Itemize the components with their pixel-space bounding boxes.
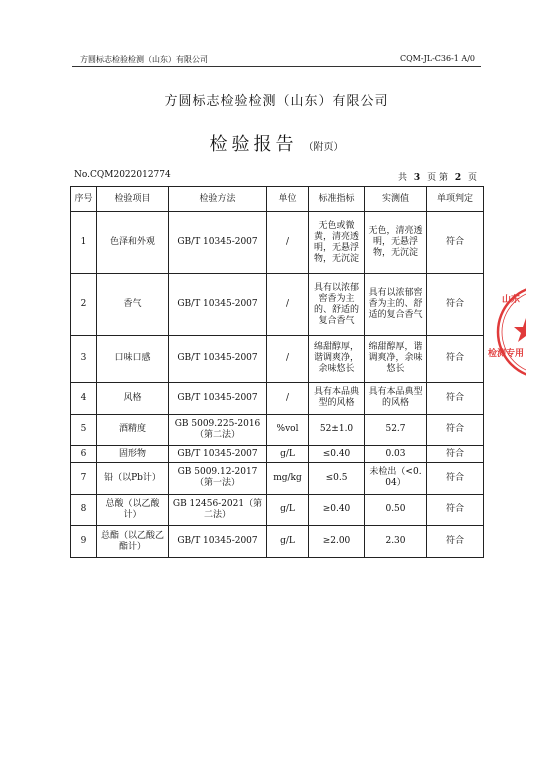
table-row — [71, 494, 484, 526]
cell-method: GB/T 10345-2007 — [169, 274, 267, 336]
svg-text:山东: 山东 — [502, 295, 521, 305]
svg-text:检测专用: 检测专用 — [488, 349, 525, 359]
table-row — [71, 382, 484, 414]
header-divider — [72, 66, 481, 67]
cell-measured: 2.30 — [365, 526, 427, 558]
cell-no: 1 — [71, 212, 97, 274]
cell-item: 固形物 — [97, 446, 169, 463]
cell-verdict: 符合 — [427, 274, 484, 336]
col-header-verdict: 单项判定 — [427, 187, 484, 212]
cell-unit: mg/kg — [267, 462, 309, 494]
cell-no: 9 — [71, 526, 97, 558]
col-header-method: 检验方法 — [169, 187, 267, 212]
cell-unit: / — [267, 336, 309, 383]
cell-measured: 0.03 — [365, 446, 427, 463]
table-header-row — [71, 187, 484, 212]
cell-standard: ≥0.40 — [309, 494, 365, 526]
page-current-suffix: 页 — [467, 173, 477, 183]
cell-unit: %vol — [267, 414, 309, 446]
table-row — [71, 414, 484, 446]
cell-standard: ≥2.00 — [309, 526, 365, 558]
cell-item: 香气 — [97, 274, 169, 336]
page-total-prefix: 共 — [398, 173, 408, 183]
cell-unit: g/L — [267, 494, 309, 526]
cell-verdict: 符合 — [427, 494, 484, 526]
header-right: CQM-JL-C36-1 A/0 — [400, 54, 475, 63]
cell-item: 风格 — [97, 382, 169, 414]
col-header-no: 序号 — [71, 187, 97, 212]
report-number: No.CQM2022012774 — [74, 170, 171, 180]
cell-measured: 具有本品典型的风格 — [365, 382, 427, 414]
col-header-unit: 单位 — [267, 187, 309, 212]
page-indicator — [398, 170, 477, 183]
table-row — [71, 462, 484, 494]
cell-measured: 绵甜醇厚，谐调爽净，余味悠长 — [365, 336, 427, 383]
cell-no: 2 — [71, 274, 97, 336]
cell-verdict: 符合 — [427, 336, 484, 383]
table-row — [71, 336, 484, 383]
cell-measured: 52.7 — [365, 414, 427, 446]
cell-measured: 具有以浓郁窖香为主的、舒适的复合香气 — [365, 274, 427, 336]
col-header-measured: 实测值 — [365, 187, 427, 212]
cell-no: 6 — [71, 446, 97, 463]
cell-verdict: 符合 — [427, 414, 484, 446]
cell-no: 5 — [71, 414, 97, 446]
cell-standard: ≤0.40 — [309, 446, 365, 463]
table-row — [71, 446, 484, 463]
cell-standard: 具有本品典型的风格 — [309, 382, 365, 414]
report-title-sub: （附页） — [303, 142, 344, 153]
cell-verdict: 符合 — [427, 526, 484, 558]
cell-measured: 0.50 — [365, 494, 427, 526]
cell-verdict: 符合 — [427, 212, 484, 274]
cell-method: GB/T 10345-2007 — [169, 212, 267, 274]
cell-no: 7 — [71, 462, 97, 494]
cell-unit: g/L — [267, 446, 309, 463]
cell-unit: g/L — [267, 526, 309, 558]
cell-standard: 具有以浓郁窖香为主的、舒适的复合香气 — [309, 274, 365, 336]
page-current: 2 — [454, 173, 462, 183]
company-name: 方圆标志检验检测（山东）有限公司 — [164, 94, 389, 109]
page-current-prefix: 第 — [438, 173, 448, 183]
cell-measured: 未检出（<0.04） — [365, 462, 427, 494]
cell-method: GB/T 10345-2007 — [169, 446, 267, 463]
cell-item: 铅（以Pb计） — [97, 462, 169, 494]
cell-no: 4 — [71, 382, 97, 414]
cell-item: 总酸（以乙酸计） — [97, 494, 169, 526]
cell-verdict: 符合 — [427, 446, 484, 463]
cell-method: GB 12456-2021（第二法） — [169, 494, 267, 526]
cell-unit: / — [267, 274, 309, 336]
cell-no: 3 — [71, 336, 97, 383]
cell-unit: / — [267, 382, 309, 414]
report-title — [0, 130, 553, 156]
table-row — [71, 274, 484, 336]
cell-standard: 52±1.0 — [309, 414, 365, 446]
col-header-item: 检验项目 — [97, 187, 169, 212]
cell-method: GB 5009.225-2016（第二法） — [169, 414, 267, 446]
table-row — [71, 526, 484, 558]
table-row — [71, 212, 484, 274]
cell-item: 酒精度 — [97, 414, 169, 446]
cell-method: GB/T 10345-2007 — [169, 526, 267, 558]
cell-method: GB/T 10345-2007 — [169, 336, 267, 383]
cell-verdict: 符合 — [427, 462, 484, 494]
cell-standard: 绵甜醇厚，谐调爽净，余味悠长 — [309, 336, 365, 383]
cell-no: 8 — [71, 494, 97, 526]
cell-method: GB 5009.12-2017（第一法） — [169, 462, 267, 494]
cell-standard: 无色或微黄，清亮透明，无悬浮物，无沉淀 — [309, 212, 365, 274]
page-total-suffix: 页 — [427, 173, 437, 183]
cell-method: GB/T 10345-2007 — [169, 382, 267, 414]
cell-item: 口味口感 — [97, 336, 169, 383]
header-left: 方圆标志检验检测（山东）有限公司 — [80, 55, 208, 64]
results-table — [70, 186, 484, 558]
cell-standard: ≤0.5 — [309, 462, 365, 494]
col-header-standard: 标准指标 — [309, 187, 365, 212]
cell-unit: / — [267, 212, 309, 274]
page-total: 3 — [413, 173, 421, 183]
cell-measured: 无色，清亮透明，无悬浮物，无沉淀 — [365, 212, 427, 274]
report-title-main: 检验报告 — [209, 134, 298, 155]
cell-item: 总酯（以乙酸乙酯计） — [97, 526, 169, 558]
cell-item: 色泽和外观 — [97, 212, 169, 274]
official-seal — [486, 284, 526, 380]
cell-verdict: 符合 — [427, 382, 484, 414]
